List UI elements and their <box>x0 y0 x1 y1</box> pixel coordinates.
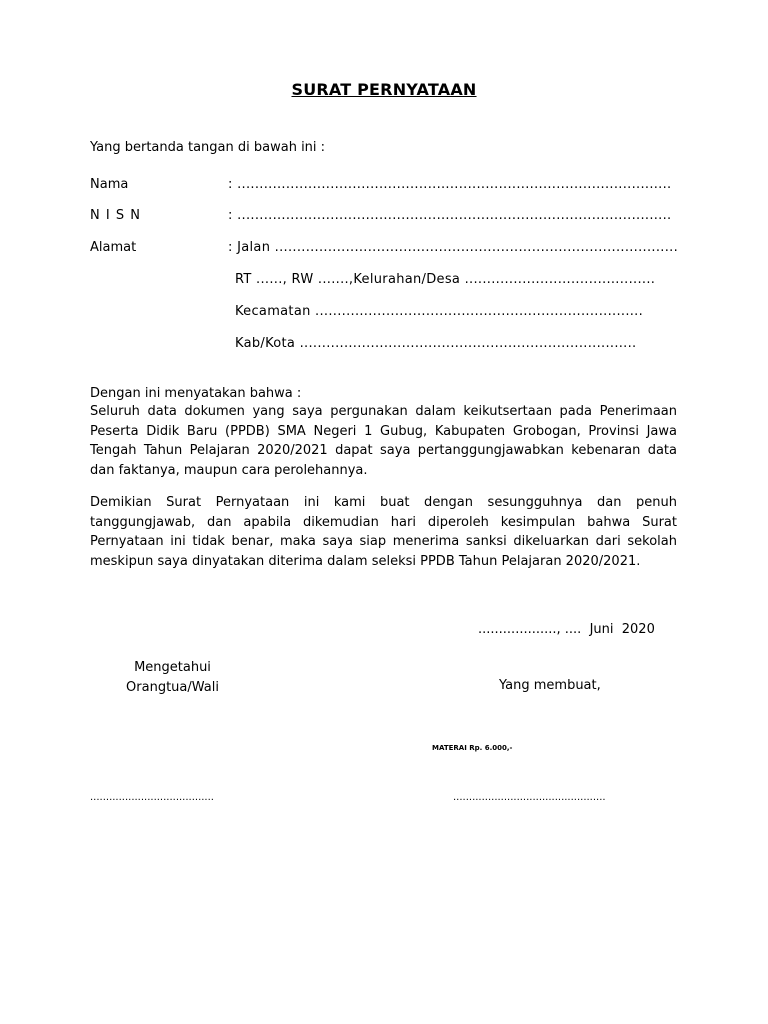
date-line: ..................., .... Juni 2020 <box>478 622 655 637</box>
sign-left-line2: Orangtua/Wali <box>126 680 219 695</box>
sign-left-line1: Mengetahui <box>134 660 211 675</box>
signature-right: Yang membuat, <box>499 678 601 693</box>
signature-left <box>90 658 255 698</box>
alamat-value: : Jalan ........................................................................................... <box>228 240 679 255</box>
closing-paragraph: Demikian Surat Pernyataan ini kami buat dengan sesungguhnya dan penuh tanggungjawab, dan apabila dikemudian hari diperoleh kesimpulan bahwa Surat Pernyataan ini tidak benar, maka saya siap menerima sanksi dikeluarkan dari sekolah meskipun saya dinyatakan diterima dalam seleksi PPDB Tahun Pelajaran 2020/2021. <box>90 495 677 569</box>
nama-value: : .................................................................................................. <box>228 177 672 192</box>
intro-text: Yang bertanda tangan di bawah ini : <box>90 140 326 155</box>
signature-line-left: ....................................... <box>90 792 214 803</box>
kecamatan-line: Kecamatan .......................................................................... <box>235 304 644 319</box>
statement-intro: Dengan ini menyatakan bahwa : <box>90 386 302 401</box>
nisn-label: N I S N <box>90 208 141 223</box>
signature-line-right: ................................................ <box>453 792 606 803</box>
alamat-label: Alamat <box>90 240 137 255</box>
document-title: SURAT PERNYATAAN <box>291 80 477 99</box>
kabkota-line: Kab/Kota ............................................................................ <box>235 336 637 351</box>
statement-body: Seluruh data dokumen yang saya pergunakan dalam keikutsertaan pada Penerimaan Peserta Didik Baru (PPDB) SMA Negeri 1 Gubug, Kabupaten Grobogan, Provinsi Jawa Tengah Tahun Pelajaran 2020/2021 dapat saya pertanggungjawabkan kebenaran data dan faktanya, maupun cara perolehannya. <box>90 404 677 478</box>
nama-label: Nama <box>90 177 129 192</box>
nisn-value: : .................................................................................................. <box>228 208 672 223</box>
materai-label: MATERAI Rp. 6.000,- <box>432 744 513 752</box>
rt-rw-line: RT ......, RW .......,Kelurahan/Desa ........................................... <box>235 272 656 287</box>
